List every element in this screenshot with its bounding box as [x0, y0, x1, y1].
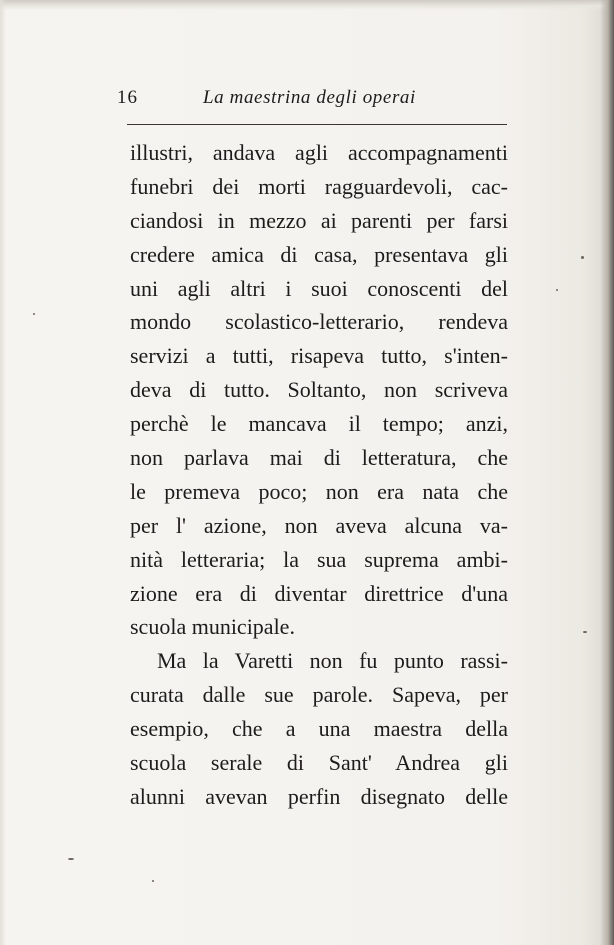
running-header [115, 84, 507, 114]
page-left-edge [0, 0, 6, 945]
speck [68, 858, 74, 860]
text-line: esempio, che a una maestra della [130, 716, 508, 742]
page-top-edge [0, 0, 614, 10]
speck [33, 313, 35, 315]
text-line: scuola serale di Sant' Andrea gli [130, 750, 508, 776]
text-line: funebri dei morti ragguardevoli, cac- [130, 173, 508, 199]
body-text [130, 136, 508, 814]
text-line: nità letteraria; la sua suprema ambi- [130, 546, 508, 572]
text-line: servizi a tutti, risapeva tutto, s'inten- [130, 343, 508, 369]
paragraph-start-line: Ma la Varetti non fu punto rassi- [157, 648, 508, 674]
text-line: uni agli altri i suoi conoscenti del [130, 275, 508, 301]
speck [581, 256, 584, 259]
text-line: deva di tutto. Soltanto, non scriveva [130, 377, 508, 403]
paragraph-end-line: scuola municipale. [130, 614, 295, 640]
speck [152, 880, 154, 882]
text-line: zione era di diventar direttrice d'una [130, 580, 508, 606]
speck [583, 631, 587, 633]
text-line: curata dalle sue parole. Sapeva, per [130, 682, 508, 708]
text-line: non parlava mai di letteratura, che [130, 445, 508, 471]
text-line: le premeva poco; non era nata che [130, 478, 508, 504]
text-line: mondo scolastico-letterario, rendeva [130, 309, 508, 335]
text-line: alunni avevan perfin disegnato delle [130, 783, 508, 809]
text-line: perchè le mancava il tempo; anzi, [130, 411, 508, 437]
page-number: 16 [117, 87, 138, 108]
text-line: illustri, andava agli accompagnamenti [130, 140, 508, 165]
running-title: La maestrina degli operai [203, 87, 416, 108]
speck [556, 289, 558, 291]
text-line: credere amica di casa, presentava gli [130, 241, 508, 267]
header-rule [127, 124, 507, 125]
text-line: per l' azione, non aveva alcuna va- [130, 512, 508, 538]
page-right-edge-shadow [600, 0, 614, 945]
text-line: ciandosi in mezzo ai parenti per farsi [130, 207, 508, 233]
